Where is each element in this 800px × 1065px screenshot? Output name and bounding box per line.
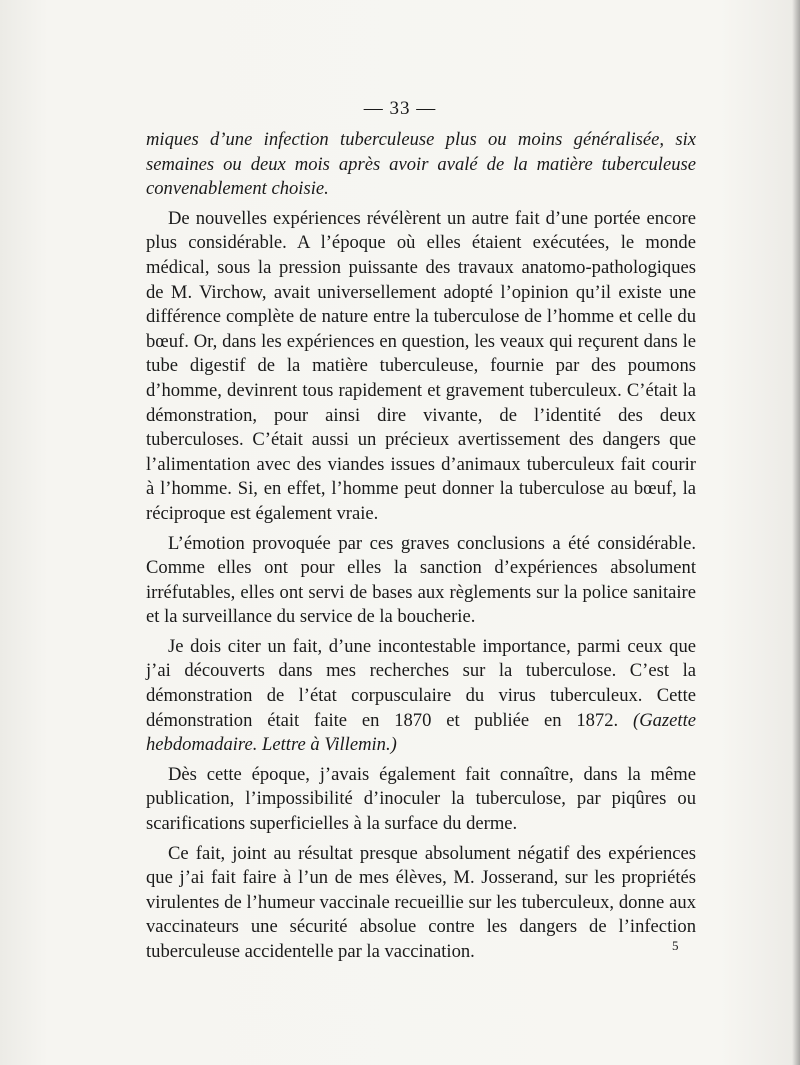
body-text	[146, 128, 696, 965]
paragraph-4-text: Je dois citer un fait, d’une incontestable importance, parmi ceux que j’ai découverts dans mes recherches sur la tuberculose. C’est la démonstration de l’état corpusculaire du virus tuberculeux. Cette démonstration était faite en 1870 et publiée en 1872.	[146, 635, 696, 731]
paragraph-3: L’émotion provoquée par ces graves conclusions a été considérable. Comme elles ont pour elles la sanction d’expériences absolument irréfutables, elles ont servi de bases aux règlements sur la police sanitaire et la surveillance du service de la boucherie.	[146, 532, 696, 628]
page-number: — 33 —	[363, 98, 437, 119]
paragraph-1: miques d’une infection tuberculeuse plus ou moins généralisée, six semaines ou deux mois après avoir avalé de la matière tuberculeuse convenablement choisie.	[146, 129, 696, 200]
page-edge-shadow	[792, 0, 800, 1065]
signature-mark: 5	[672, 938, 679, 953]
paragraph-5: Dès cette époque, j’avais également fait connaître, dans la même publication, l’impossibilité d’inoculer la tuberculose, par piqûres ou scarifications superficielles à la surface du derme.	[146, 763, 696, 835]
paragraph-4	[146, 635, 696, 758]
paragraph-2: De nouvelles expériences révélèrent un autre fait d’une portée encore plus considérable. A l’époque où elles étaient exécutées, le monde médical, sous la pression puissante des travaux anatomo-pathologiques de M. Virchow, avait universellement adopté l’opinion qu’il existe une différence complète de nature entre la tuberculose de l’homme et celle du bœuf. Or, dans les expériences en question, les veaux qui reçurent dans le tube digestif de la matière tuberculeuse, fournie par des poumons d’homme, devinrent tous rapidement et gravement tuberculeux. C’était la démonstration, pour ainsi dire vivante, de l’identité des deux tuberculoses. C’était aussi un précieux avertissement des dangers que l’alimentation avec des viandes issues d’animaux tuberculeux fait courir à l’homme. Si, en effet, l’homme peut donner la tuberculose au bœuf, la réciproque est également vraie.	[146, 207, 696, 524]
paragraph-6: Ce fait, joint au résultat presque absolument négatif des expériences que j’ai fait faire à l’un de mes élèves, M. Josserand, sur les propriétés virulentes de l’humeur vaccinale recueillie sur les tuberculeux, donne aux vaccinateurs une sécurité absolue contre les dangers de l’infection tuberculeuse accidentelle par la vaccination.	[146, 842, 696, 962]
paragraph-4-citation: (Gazette hebdomadaire. Lettre à Villemin.)	[146, 709, 696, 756]
